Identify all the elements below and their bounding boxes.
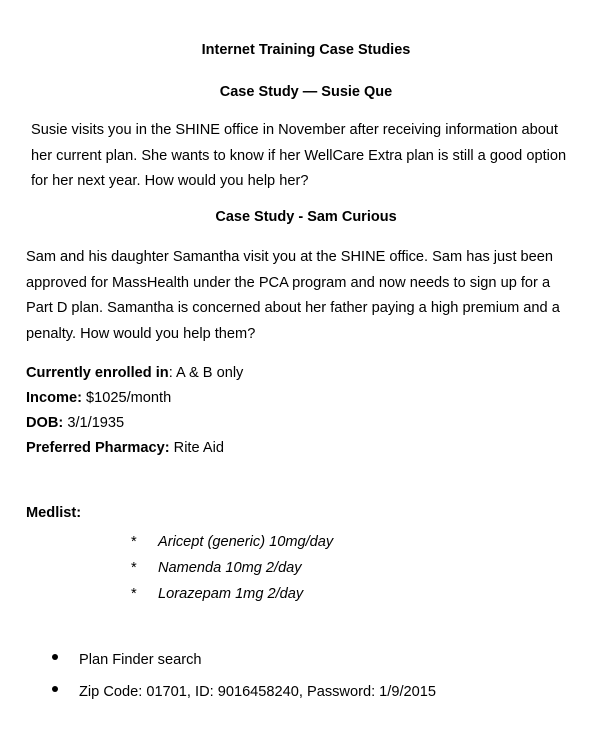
bullet-icon bbox=[52, 686, 58, 692]
list-item bbox=[52, 652, 436, 684]
patient-fields bbox=[26, 361, 243, 461]
list-item bbox=[131, 529, 333, 555]
bullet-text: Zip Code: 01701, ID: 9016458240, Password: 1/9/2015 bbox=[79, 684, 436, 700]
paragraph-line: Sam and his daughter Samantha visit you at the SHINE office. Sam has just been bbox=[26, 249, 554, 265]
field-value: $1025/month bbox=[81, 390, 172, 406]
case-study-paragraph-susie bbox=[31, 118, 566, 195]
field-value: 3/1/1935 bbox=[63, 415, 125, 431]
field-label: Preferred Pharmacy: bbox=[26, 440, 170, 456]
asterisk-marker: * bbox=[131, 560, 137, 576]
document-title: Internet Training Case Studies bbox=[201, 42, 411, 58]
bullet-list bbox=[52, 652, 436, 716]
paragraph-line: Susie visits you in the SHINE office in November after receiving information about bbox=[31, 122, 558, 138]
asterisk-marker: * bbox=[131, 534, 137, 550]
bullet-text: Plan Finder search bbox=[79, 652, 202, 668]
medication-list bbox=[131, 529, 333, 607]
paragraph-line: Part D plan. Samantha is concerned about her father paying a high premium and a bbox=[26, 300, 560, 316]
asterisk-marker: * bbox=[131, 586, 137, 602]
list-item bbox=[52, 684, 436, 716]
case-study-heading-sam: Case Study - Sam Curious bbox=[215, 209, 397, 225]
paragraph-line: approved for MassHealth under the PCA program and now needs to sign up for a bbox=[26, 274, 551, 291]
field-enrolled bbox=[26, 361, 243, 386]
case-study-heading-susie: Case Study — Susie Que bbox=[219, 84, 393, 100]
medlist-label: Medlist: bbox=[26, 505, 82, 521]
field-value: Rite Aid bbox=[169, 440, 224, 456]
field-label: DOB: bbox=[26, 415, 64, 431]
medication-text: Namenda 10mg 2/day bbox=[158, 560, 302, 576]
field-income bbox=[26, 386, 243, 411]
paragraph-line: for her next year. How would you help her? bbox=[31, 173, 309, 189]
bullet-icon bbox=[52, 654, 58, 660]
field-value: : A & B only bbox=[168, 365, 244, 381]
medication-text: Lorazepam 1mg 2/day bbox=[158, 586, 304, 602]
field-dob bbox=[26, 411, 243, 436]
case-study-paragraph-sam bbox=[26, 245, 560, 347]
field-label: Income: bbox=[26, 390, 82, 406]
paragraph-line: her current plan. She wants to know if her WellCare Extra plan is still a good option bbox=[31, 147, 567, 164]
list-item bbox=[131, 581, 333, 607]
medication-text: Aricept (generic) 10mg/day bbox=[158, 534, 334, 550]
field-label: Currently enrolled in bbox=[26, 365, 169, 381]
list-item bbox=[131, 555, 333, 581]
paragraph-line: penalty. How would you help them? bbox=[26, 325, 256, 342]
field-pharmacy bbox=[26, 436, 243, 461]
